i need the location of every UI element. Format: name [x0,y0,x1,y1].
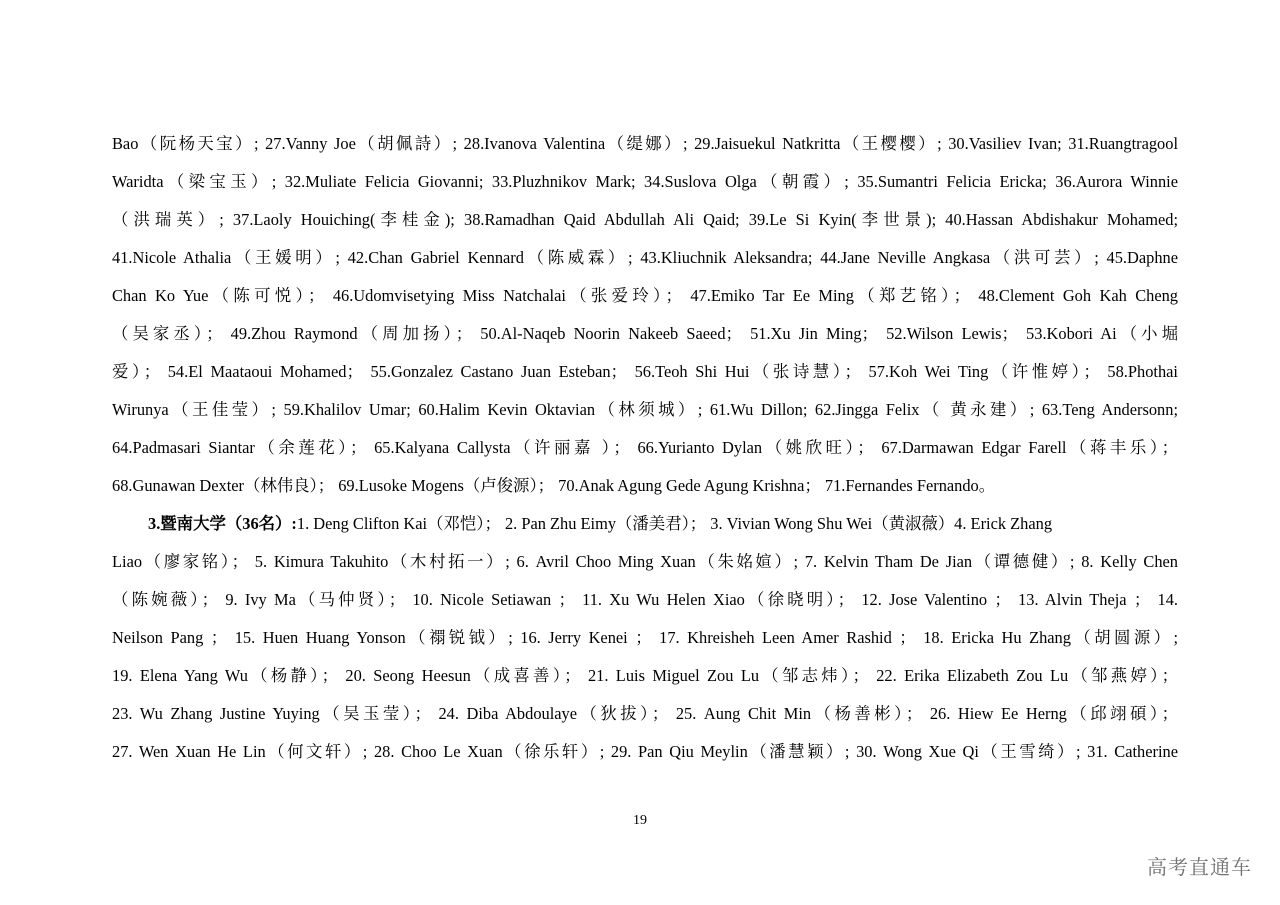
page-number: 19 [633,813,647,828]
text-line: （吴家丞）； 49.Zhou Raymond（周加扬）； 50.Al-Naqeb Noorin Nakeeb Saeed； 51.Xu Jin Ming； 52.Wilson Lewis； 53.Kobori Ai（小堀 [112,324,1178,343]
text-line: Waridta（梁宝玉）; 32.Muliate Felicia Giovanni; 33.Pluzhnikov Mark; 34.Suslova Olga（朝霞）; 35.Sumantri Felicia Ericka; 36.Aurora Winnie [112,172,1178,191]
text-line: 23. Wu Zhang Justine Yuying（吴玉莹）； 24. Diba Abdoulaye（狄拔）； 25. Aung Chit Min（杨善彬）； 26. Hiew Ee Herng（邱翊碩）； [112,704,1178,723]
text-line: Bao（阮杨天宝）; 27.Vanny Joe（胡佩詩）; 28.Ivanova Valentina（缇娜）; 29.Jaisuekul Natkritta（王樱樱）; 30.Vasiliev Ivan; 31.Ruangtragool [112,134,1178,153]
text-line: 爱）； 54.El Maataoui Mohamed； 55.Gonzalez Castano Juan Esteban； 56.Teoh Shi Hui（张诗慧）； 57.Koh Wei Ting（许惟婷）； 58.Phothai [112,362,1178,381]
text-line: （洪瑞英）; 37.Laoly Houiching(李桂金); 38.Ramadhan Qaid Abdullah Ali Qaid; 39.Le Si Kyin(李世景); 40.Hassan Abdishakur Mohamed; [112,210,1178,229]
indent [112,505,148,543]
section-heading: 3.暨南大学（36名）: [148,514,297,533]
text-line: （陈婉薇）； 9. Ivy Ma（马仲贤）； 10. Nicole Setiawan ； 11. Xu Wu Helen Xiao（徐晓明）； 12. Jose Valentino ； 13. Alvin Theja ； 14. [112,590,1178,609]
text-line: 27. Wen Xuan He Lin（何文轩）; 28. Choo Le Xuan（徐乐轩）; 29. Pan Qiu Meylin（潘慧颖）; 30. Wong Xue Qi（王雪绮）; 31. Catherine [112,742,1178,761]
section-3-text: 1. Deng Clifton Kai（邓恺）； 2. Pan Zhu Eimy（潘美君）； 3. Vivian Wong Shu Wei（黄淑薇）4. Erick Zhang [296,514,1053,533]
text-line: Neilson Pang ； 15. Huen Huang Yonson（禤锐钺）; 16. Jerry Kenei ； 17. Khreisheh Leen Amer Rashid ； 18. Ericka Hu Zhang（胡圆源）; [112,628,1178,647]
document-body [112,125,1178,771]
text-line: 19. Elena Yang Wu（杨静）； 20. Seong Heesun（成喜善）； 21. Luis Miguel Zou Lu（邹志炜）； 22. Erika Elizabeth Zou Lu（邹燕婷）； [112,666,1178,685]
watermark-logo: 高考直通车 [1147,855,1252,879]
section-3-first-line [112,505,1178,543]
text-line: 68.Gunawan Dexter（林伟良）； 69.Lusoke Mogens（卢俊源）； 70.Anak Agung Gede Agung Krishna； 71.Fernandes Fernando。 [112,476,996,495]
text-line: 64.Padmasari Siantar（余莲花）； 65.Kalyana Callysta（许丽嘉 ）； 66.Yurianto Dylan（姚欣旺）； 67.Darmawan Edgar Farell（蒋丰乐）； [112,438,1178,457]
text-line: Liao（廖家铭）； 5. Kimura Takuhito（木村拓一）; 6. Avril Choo Ming Xuan（朱姳媗）; 7. Kelvin Tham De Jian（谭德健）; 8. Kelly Chen [112,552,1178,571]
text-line: Chan Ko Yue（陈可悦）； 46.Udomvisetying Miss Natchalai（张爱玲）； 47.Emiko Tar Ee Ming（郑艺铭）； 48.Clement Goh Kah Cheng [112,286,1178,305]
text-line: 41.Nicole Athalia（王媛明）; 42.Chan Gabriel Kennard（陈威霖）; 43.Kliuchnik Aleksandra; 44.Jane Neville Angkasa（洪可芸）; 45.Daphne [112,248,1178,267]
text-line: Wirunya（王佳莹）; 59.Khalilov Umar; 60.Halim Kevin Oktavian（林须城）; 61.Wu Dillon; 62.Jingga Felix（ 黄永建）; 63.Teng Andersonn; [112,400,1178,419]
